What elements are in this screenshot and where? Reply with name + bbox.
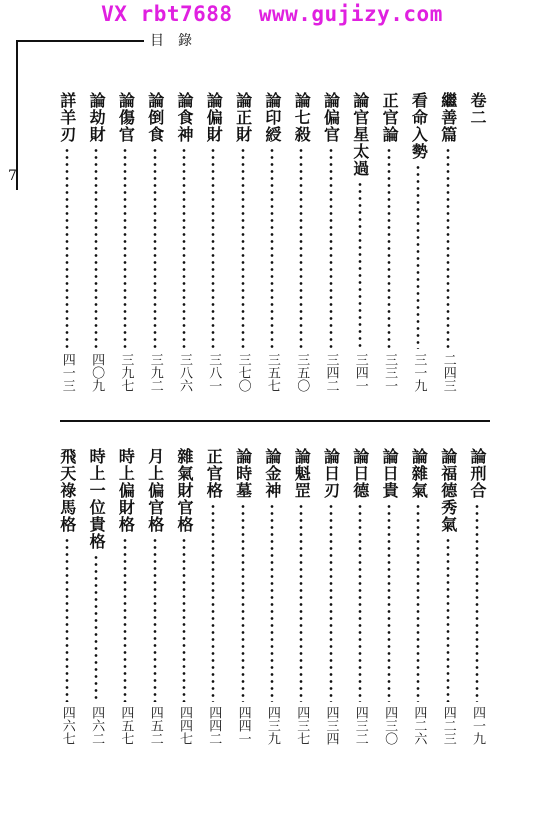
toc-entry-title: 論日德 bbox=[350, 448, 370, 499]
toc-entry-page: 三一九 bbox=[411, 353, 427, 392]
toc-entry-title: 論金神 bbox=[262, 448, 282, 499]
toc-leader-dots bbox=[270, 147, 274, 349]
toc-entry-title: 論七殺 bbox=[292, 92, 312, 143]
toc-leader-dots bbox=[241, 503, 245, 702]
toc-leader-dots bbox=[94, 554, 98, 702]
toc-entry-title: 論偏財 bbox=[204, 92, 224, 143]
toc-entry bbox=[349, 448, 371, 745]
toc-entry-title: 論刑合 bbox=[468, 448, 487, 499]
toc-leader-dots bbox=[299, 503, 303, 702]
toc-entry-page: 三五〇 bbox=[294, 353, 310, 392]
toc-leader-dots bbox=[446, 147, 450, 349]
toc-entry bbox=[232, 448, 254, 745]
toc-entry bbox=[437, 448, 459, 745]
toc-entry-page: 三五七 bbox=[264, 353, 280, 392]
toc-entry-page: 四三四 bbox=[323, 706, 339, 745]
section-divider bbox=[60, 420, 490, 422]
toc-leader-dots bbox=[94, 147, 98, 349]
toc-entry-title: 論時墓 bbox=[233, 448, 253, 499]
toc-entry-title: 看命入勢 bbox=[409, 92, 429, 160]
toc-entry bbox=[378, 92, 400, 392]
toc-entry-title: 時上偏財格 bbox=[116, 448, 136, 533]
watermark: VX rbt7688 www.gujizy.com bbox=[101, 2, 443, 26]
toc-leader-dots bbox=[153, 537, 157, 702]
toc-entry bbox=[85, 448, 107, 745]
toc-leader-dots bbox=[416, 503, 420, 702]
toc-entry bbox=[261, 448, 283, 745]
toc-entry-page: 四三七 bbox=[294, 706, 310, 745]
toc-entry-title: 詳羊刃 bbox=[57, 92, 77, 143]
toc-entry bbox=[202, 448, 224, 745]
toc-leader-dots bbox=[299, 147, 303, 349]
toc-entry-title: 論日貴 bbox=[380, 448, 400, 499]
toc-entry-page: 三八一 bbox=[206, 353, 222, 392]
toc-leader-dots bbox=[358, 181, 362, 349]
toc-leader-dots bbox=[446, 537, 450, 702]
toc-entry bbox=[232, 92, 254, 392]
toc-entry-page: 四三九 bbox=[264, 706, 280, 745]
toc-entry-title: 繼善篇 bbox=[438, 92, 458, 143]
toc-entry-page: 四〇九 bbox=[89, 353, 105, 392]
toc-entry bbox=[320, 92, 342, 392]
toc-leader-dots bbox=[123, 147, 127, 349]
toc-entry bbox=[114, 448, 136, 745]
toc-entry bbox=[144, 448, 166, 745]
toc-entry-title: 論劫財 bbox=[87, 92, 107, 143]
toc-leader-dots bbox=[329, 147, 333, 349]
toc-entry-page: 四六七 bbox=[59, 706, 75, 745]
toc-leader-dots bbox=[65, 147, 69, 349]
toc-entry-title: 論福德秀氣 bbox=[438, 448, 458, 533]
toc-entry-page: 三八六 bbox=[177, 353, 192, 392]
toc-entry-title: 雜氣財官格 bbox=[175, 448, 194, 533]
toc-leader-dots bbox=[416, 164, 420, 349]
toc-entry bbox=[290, 448, 312, 745]
toc-entry-page: 四一三 bbox=[59, 353, 75, 392]
toc-entry bbox=[85, 92, 107, 392]
toc-entry-page: 四五七 bbox=[118, 706, 134, 745]
header-rule bbox=[16, 40, 144, 42]
toc-entry bbox=[349, 92, 371, 392]
toc-entry-page: 四二三 bbox=[440, 706, 456, 745]
toc-entry-title: 月上偏官格 bbox=[145, 448, 165, 533]
toc-entry bbox=[56, 448, 78, 745]
toc-leader-dots bbox=[241, 147, 245, 349]
toc-leader-dots bbox=[211, 503, 215, 702]
toc-entry bbox=[144, 92, 166, 392]
toc-leader-dots bbox=[182, 537, 186, 702]
toc-entry bbox=[261, 92, 283, 392]
toc-entry-page: 三九七 bbox=[118, 353, 134, 392]
toc-entry-page: 三七〇 bbox=[235, 353, 251, 392]
toc-entry-page: 四二六 bbox=[411, 706, 427, 745]
toc-leader-dots bbox=[153, 147, 157, 349]
toc-leader-dots bbox=[387, 503, 391, 702]
toc-entry-page: 四四一 bbox=[235, 706, 251, 745]
toc-entry-title: 論魁罡 bbox=[292, 448, 312, 499]
toc-entry-page: 三三一 bbox=[382, 353, 398, 392]
toc-entry-page: 四四七 bbox=[177, 706, 192, 745]
toc-entry-title: 論傷官 bbox=[116, 92, 136, 143]
toc-entry bbox=[290, 92, 312, 392]
toc-entry-title: 論偏官 bbox=[321, 92, 341, 143]
toc-entry-title: 論正財 bbox=[233, 92, 253, 143]
toc-entry bbox=[320, 448, 342, 745]
toc-entry bbox=[466, 448, 488, 745]
toc-entry-page: 三四一 bbox=[352, 353, 368, 392]
toc-entry bbox=[466, 92, 488, 392]
toc-entry-title: 論食神 bbox=[175, 92, 194, 143]
toc-entry-title: 正官格 bbox=[204, 448, 224, 499]
toc-entry bbox=[437, 92, 459, 392]
toc-entry-title: 卷二 bbox=[468, 92, 487, 126]
toc-entry-title: 論雜氣 bbox=[409, 448, 429, 499]
toc-leader-dots bbox=[211, 147, 215, 349]
toc-leader-dots bbox=[123, 537, 127, 702]
toc-entry bbox=[56, 92, 78, 392]
toc-entry-title: 時上一位貴格 bbox=[87, 448, 107, 550]
toc-leader-dots bbox=[475, 503, 479, 702]
toc-leader-dots bbox=[358, 503, 362, 702]
toc-entry-title: 飛天祿馬格 bbox=[57, 448, 77, 533]
toc-leader-dots bbox=[270, 503, 274, 702]
toc-entry-page: 四一九 bbox=[470, 706, 485, 745]
toc-entry-page: 三四二 bbox=[323, 353, 339, 392]
toc-entry-title: 論印綬 bbox=[262, 92, 282, 143]
toc-entry-title: 論日刃 bbox=[321, 448, 341, 499]
toc-leader-dots bbox=[329, 503, 333, 702]
toc-entry bbox=[407, 448, 429, 745]
toc-leader-dots bbox=[65, 537, 69, 702]
toc-entry-page: 四三二 bbox=[352, 706, 368, 745]
toc-entry bbox=[114, 92, 136, 392]
header-title: 目錄 bbox=[150, 33, 206, 49]
toc-entry-page: 二四三 bbox=[440, 353, 456, 392]
toc-entry bbox=[173, 448, 195, 745]
toc-entry bbox=[378, 448, 400, 745]
toc-entry-title: 論倒食 bbox=[145, 92, 165, 143]
toc-leader-dots bbox=[182, 147, 186, 349]
toc-entry bbox=[173, 92, 195, 392]
toc-entry-title: 論官星太過 bbox=[350, 92, 370, 177]
toc-entry-page: 三九二 bbox=[147, 353, 163, 392]
toc-entry-page: 四四二 bbox=[206, 706, 222, 745]
toc-entry-page: 四六二 bbox=[89, 706, 105, 745]
toc-entry-title: 正官論 bbox=[380, 92, 400, 143]
toc-entry bbox=[202, 92, 224, 392]
toc-entry-page: 四五二 bbox=[147, 706, 163, 745]
toc-leader-dots bbox=[387, 147, 391, 349]
toc-entry bbox=[407, 92, 429, 392]
toc-entry-page: 四三〇 bbox=[382, 706, 398, 745]
page-number: 7 bbox=[8, 168, 17, 184]
